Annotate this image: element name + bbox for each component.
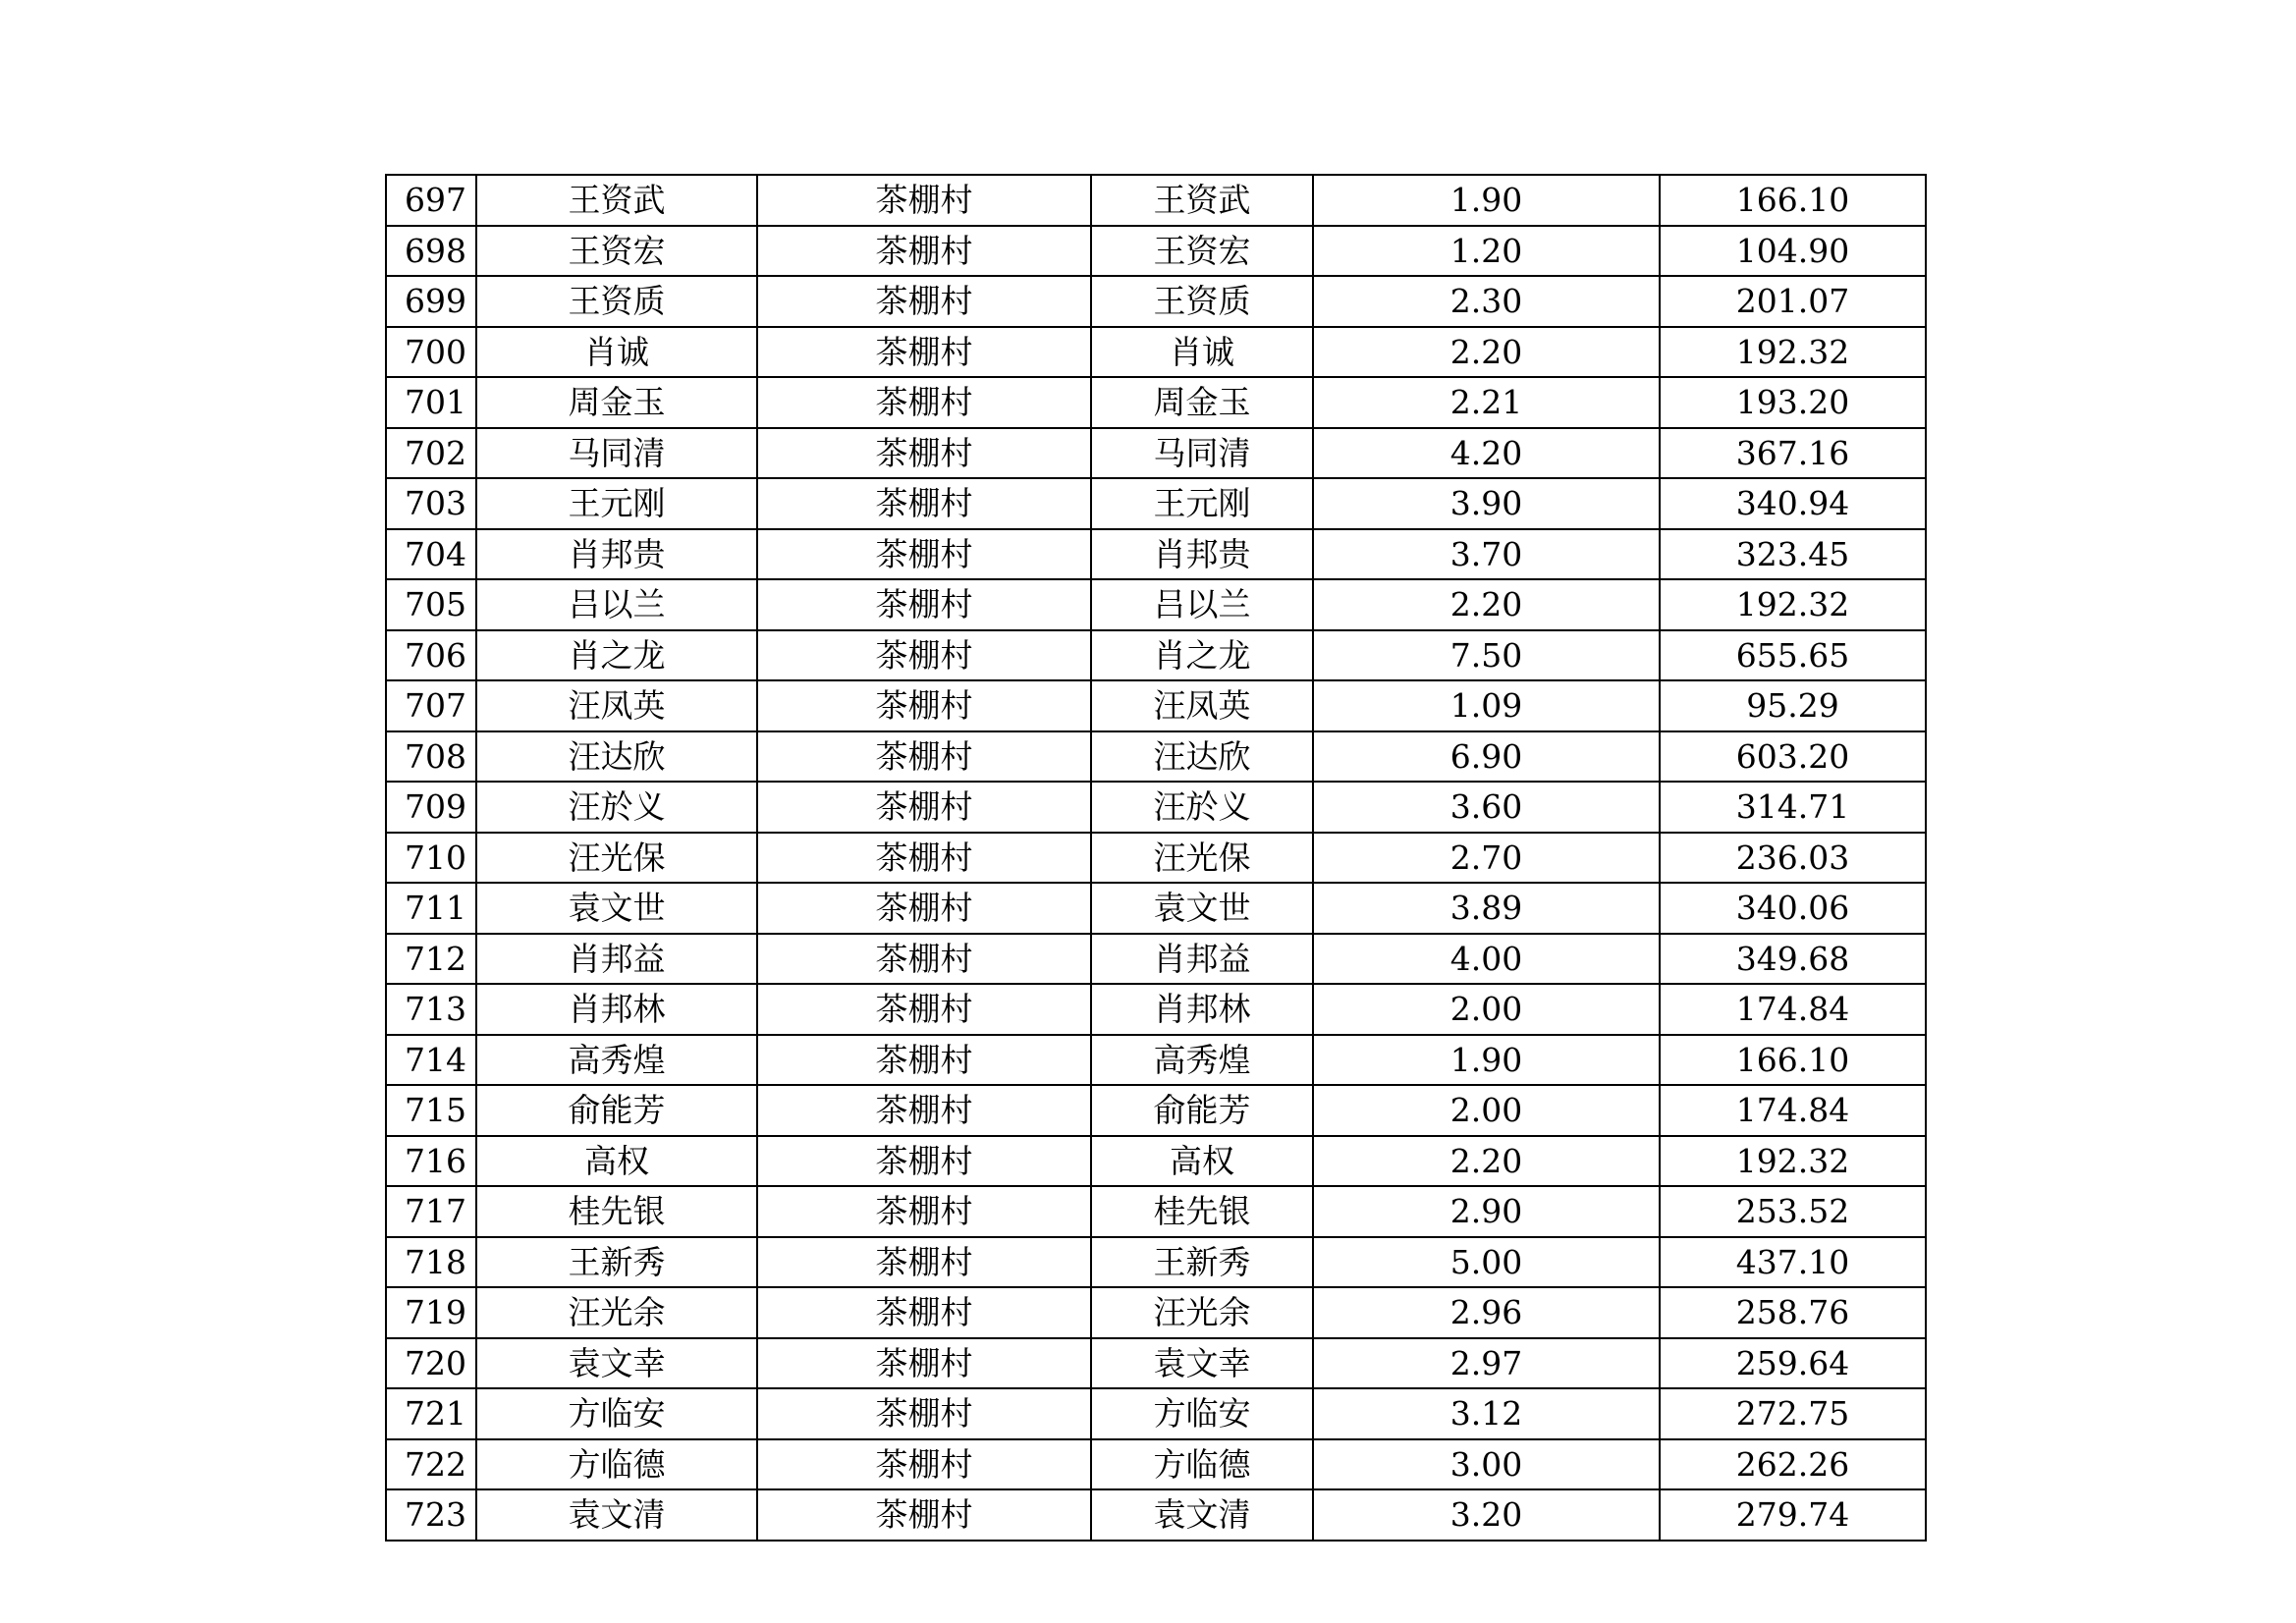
table-row (386, 934, 1926, 985)
household-name-cell: 桂先银 (1091, 1186, 1313, 1237)
village-cell: 茶棚村 (757, 731, 1091, 783)
table-row (386, 630, 1926, 681)
row-number-cell: 722 (386, 1439, 476, 1490)
area-cell: 3.20 (1313, 1489, 1660, 1541)
row-number-cell: 705 (386, 579, 476, 630)
table-row (386, 731, 1926, 783)
area-cell: 4.00 (1313, 934, 1660, 985)
village-cell: 茶棚村 (757, 883, 1091, 934)
household-name-cell: 高权 (1091, 1136, 1313, 1187)
area-cell: 3.70 (1313, 529, 1660, 580)
household-name-cell: 袁文清 (1091, 1489, 1313, 1541)
row-number-cell: 709 (386, 782, 476, 833)
area-cell: 7.50 (1313, 630, 1660, 681)
name-cell: 王资武 (476, 175, 757, 226)
row-number-cell: 719 (386, 1287, 476, 1338)
amount-cell: 603.20 (1660, 731, 1926, 783)
household-name-cell: 王资武 (1091, 175, 1313, 226)
household-name-cell: 肖之龙 (1091, 630, 1313, 681)
amount-cell: 193.20 (1660, 377, 1926, 428)
row-number-cell: 711 (386, 883, 476, 934)
amount-cell: 174.84 (1660, 1085, 1926, 1136)
village-cell: 茶棚村 (757, 630, 1091, 681)
amount-cell: 192.32 (1660, 579, 1926, 630)
table-row (386, 579, 1926, 630)
household-name-cell: 肖邦林 (1091, 984, 1313, 1035)
table-row (386, 175, 1926, 226)
village-cell: 茶棚村 (757, 833, 1091, 884)
name-cell: 肖邦益 (476, 934, 757, 985)
area-cell: 1.90 (1313, 1035, 1660, 1086)
row-number-cell: 702 (386, 428, 476, 479)
amount-cell: 174.84 (1660, 984, 1926, 1035)
area-cell: 2.20 (1313, 1136, 1660, 1187)
name-cell: 俞能芳 (476, 1085, 757, 1136)
row-number-cell: 713 (386, 984, 476, 1035)
area-cell: 5.00 (1313, 1237, 1660, 1288)
village-cell: 茶棚村 (757, 934, 1091, 985)
table-row (386, 1287, 1926, 1338)
amount-cell: 236.03 (1660, 833, 1926, 884)
area-cell: 2.30 (1313, 276, 1660, 327)
name-cell: 方临德 (476, 1439, 757, 1490)
data-table (385, 174, 1927, 1542)
table-row (386, 1338, 1926, 1389)
area-cell: 3.00 (1313, 1439, 1660, 1490)
household-name-cell: 袁文幸 (1091, 1338, 1313, 1389)
village-cell: 茶棚村 (757, 428, 1091, 479)
area-cell: 1.09 (1313, 680, 1660, 731)
household-name-cell: 高秀煌 (1091, 1035, 1313, 1086)
row-number-cell: 699 (386, 276, 476, 327)
name-cell: 高权 (476, 1136, 757, 1187)
name-cell: 肖之龙 (476, 630, 757, 681)
amount-cell: 201.07 (1660, 276, 1926, 327)
area-cell: 1.90 (1313, 175, 1660, 226)
household-name-cell: 汪於义 (1091, 782, 1313, 833)
area-cell: 3.60 (1313, 782, 1660, 833)
area-cell: 3.12 (1313, 1388, 1660, 1439)
amount-cell: 95.29 (1660, 680, 1926, 731)
table-row (386, 276, 1926, 327)
village-cell: 茶棚村 (757, 226, 1091, 277)
name-cell: 方临安 (476, 1388, 757, 1439)
name-cell: 肖邦贵 (476, 529, 757, 580)
row-number-cell: 714 (386, 1035, 476, 1086)
village-cell: 茶棚村 (757, 377, 1091, 428)
household-name-cell: 马同清 (1091, 428, 1313, 479)
village-cell: 茶棚村 (757, 1186, 1091, 1237)
name-cell: 肖诚 (476, 327, 757, 378)
amount-cell: 272.75 (1660, 1388, 1926, 1439)
village-cell: 茶棚村 (757, 478, 1091, 529)
row-number-cell: 707 (386, 680, 476, 731)
row-number-cell: 704 (386, 529, 476, 580)
row-number-cell: 700 (386, 327, 476, 378)
name-cell: 汪达欣 (476, 731, 757, 783)
table-row (386, 226, 1926, 277)
village-cell: 茶棚村 (757, 1388, 1091, 1439)
household-name-cell: 吕以兰 (1091, 579, 1313, 630)
village-cell: 茶棚村 (757, 1489, 1091, 1541)
row-number-cell: 708 (386, 731, 476, 783)
row-number-cell: 701 (386, 377, 476, 428)
area-cell: 2.20 (1313, 579, 1660, 630)
village-cell: 茶棚村 (757, 680, 1091, 731)
name-cell: 汪於义 (476, 782, 757, 833)
table-row (386, 1237, 1926, 1288)
area-cell: 2.00 (1313, 984, 1660, 1035)
amount-cell: 655.65 (1660, 630, 1926, 681)
amount-cell: 192.32 (1660, 327, 1926, 378)
row-number-cell: 716 (386, 1136, 476, 1187)
amount-cell: 367.16 (1660, 428, 1926, 479)
amount-cell: 262.26 (1660, 1439, 1926, 1490)
table-row (386, 1085, 1926, 1136)
village-cell: 茶棚村 (757, 529, 1091, 580)
household-name-cell: 袁文世 (1091, 883, 1313, 934)
household-name-cell: 汪光余 (1091, 1287, 1313, 1338)
village-cell: 茶棚村 (757, 1338, 1091, 1389)
area-cell: 2.97 (1313, 1338, 1660, 1389)
table-row (386, 1489, 1926, 1541)
village-cell: 茶棚村 (757, 1287, 1091, 1338)
amount-cell: 437.10 (1660, 1237, 1926, 1288)
table-row (386, 1186, 1926, 1237)
name-cell: 肖邦林 (476, 984, 757, 1035)
table-row (386, 1439, 1926, 1490)
amount-cell: 166.10 (1660, 1035, 1926, 1086)
amount-cell: 279.74 (1660, 1489, 1926, 1541)
amount-cell: 166.10 (1660, 175, 1926, 226)
table-row (386, 478, 1926, 529)
amount-cell: 314.71 (1660, 782, 1926, 833)
row-number-cell: 698 (386, 226, 476, 277)
area-cell: 3.89 (1313, 883, 1660, 934)
name-cell: 周金玉 (476, 377, 757, 428)
household-name-cell: 王资宏 (1091, 226, 1313, 277)
village-cell: 茶棚村 (757, 984, 1091, 1035)
village-cell: 茶棚村 (757, 1035, 1091, 1086)
amount-cell: 340.94 (1660, 478, 1926, 529)
table-row (386, 1388, 1926, 1439)
area-cell: 4.20 (1313, 428, 1660, 479)
row-number-cell: 710 (386, 833, 476, 884)
area-cell: 2.21 (1313, 377, 1660, 428)
village-cell: 茶棚村 (757, 327, 1091, 378)
area-cell: 1.20 (1313, 226, 1660, 277)
table-body (386, 175, 1926, 1541)
amount-cell: 258.76 (1660, 1287, 1926, 1338)
row-number-cell: 720 (386, 1338, 476, 1389)
name-cell: 汪凤英 (476, 680, 757, 731)
name-cell: 袁文清 (476, 1489, 757, 1541)
household-name-cell: 王新秀 (1091, 1237, 1313, 1288)
table-row (386, 529, 1926, 580)
table-row (386, 327, 1926, 378)
table-row (386, 833, 1926, 884)
amount-cell: 259.64 (1660, 1338, 1926, 1389)
name-cell: 高秀煌 (476, 1035, 757, 1086)
area-cell: 2.00 (1313, 1085, 1660, 1136)
household-name-cell: 王元刚 (1091, 478, 1313, 529)
amount-cell: 104.90 (1660, 226, 1926, 277)
village-cell: 茶棚村 (757, 276, 1091, 327)
name-cell: 王元刚 (476, 478, 757, 529)
name-cell: 汪光保 (476, 833, 757, 884)
row-number-cell: 706 (386, 630, 476, 681)
row-number-cell: 712 (386, 934, 476, 985)
name-cell: 袁文世 (476, 883, 757, 934)
area-cell: 2.96 (1313, 1287, 1660, 1338)
village-cell: 茶棚村 (757, 579, 1091, 630)
village-cell: 茶棚村 (757, 1439, 1091, 1490)
name-cell: 汪光余 (476, 1287, 757, 1338)
row-number-cell: 715 (386, 1085, 476, 1136)
village-cell: 茶棚村 (757, 175, 1091, 226)
row-number-cell: 723 (386, 1489, 476, 1541)
village-cell: 茶棚村 (757, 1085, 1091, 1136)
household-name-cell: 方临德 (1091, 1439, 1313, 1490)
table-row (386, 1035, 1926, 1086)
amount-cell: 340.06 (1660, 883, 1926, 934)
table-row (386, 1136, 1926, 1187)
household-name-cell: 肖邦贵 (1091, 529, 1313, 580)
village-cell: 茶棚村 (757, 782, 1091, 833)
household-name-cell: 汪光保 (1091, 833, 1313, 884)
name-cell: 吕以兰 (476, 579, 757, 630)
row-number-cell: 721 (386, 1388, 476, 1439)
household-name-cell: 周金玉 (1091, 377, 1313, 428)
name-cell: 王新秀 (476, 1237, 757, 1288)
amount-cell: 253.52 (1660, 1186, 1926, 1237)
household-name-cell: 俞能芳 (1091, 1085, 1313, 1136)
name-cell: 王资宏 (476, 226, 757, 277)
table-row (386, 377, 1926, 428)
row-number-cell: 697 (386, 175, 476, 226)
household-name-cell: 汪凤英 (1091, 680, 1313, 731)
row-number-cell: 703 (386, 478, 476, 529)
name-cell: 王资质 (476, 276, 757, 327)
table-row (386, 428, 1926, 479)
area-cell: 2.70 (1313, 833, 1660, 884)
name-cell: 马同清 (476, 428, 757, 479)
area-cell: 3.90 (1313, 478, 1660, 529)
name-cell: 桂先银 (476, 1186, 757, 1237)
table-row (386, 680, 1926, 731)
area-cell: 6.90 (1313, 731, 1660, 783)
household-name-cell: 肖邦益 (1091, 934, 1313, 985)
village-cell: 茶棚村 (757, 1136, 1091, 1187)
household-name-cell: 汪达欣 (1091, 731, 1313, 783)
table-row (386, 984, 1926, 1035)
amount-cell: 323.45 (1660, 529, 1926, 580)
row-number-cell: 717 (386, 1186, 476, 1237)
area-cell: 2.20 (1313, 327, 1660, 378)
household-name-cell: 方临安 (1091, 1388, 1313, 1439)
household-name-cell: 肖诚 (1091, 327, 1313, 378)
area-cell: 2.90 (1313, 1186, 1660, 1237)
household-name-cell: 王资质 (1091, 276, 1313, 327)
amount-cell: 349.68 (1660, 934, 1926, 985)
table-row (386, 883, 1926, 934)
village-cell: 茶棚村 (757, 1237, 1091, 1288)
amount-cell: 192.32 (1660, 1136, 1926, 1187)
name-cell: 袁文幸 (476, 1338, 757, 1389)
table-row (386, 782, 1926, 833)
row-number-cell: 718 (386, 1237, 476, 1288)
